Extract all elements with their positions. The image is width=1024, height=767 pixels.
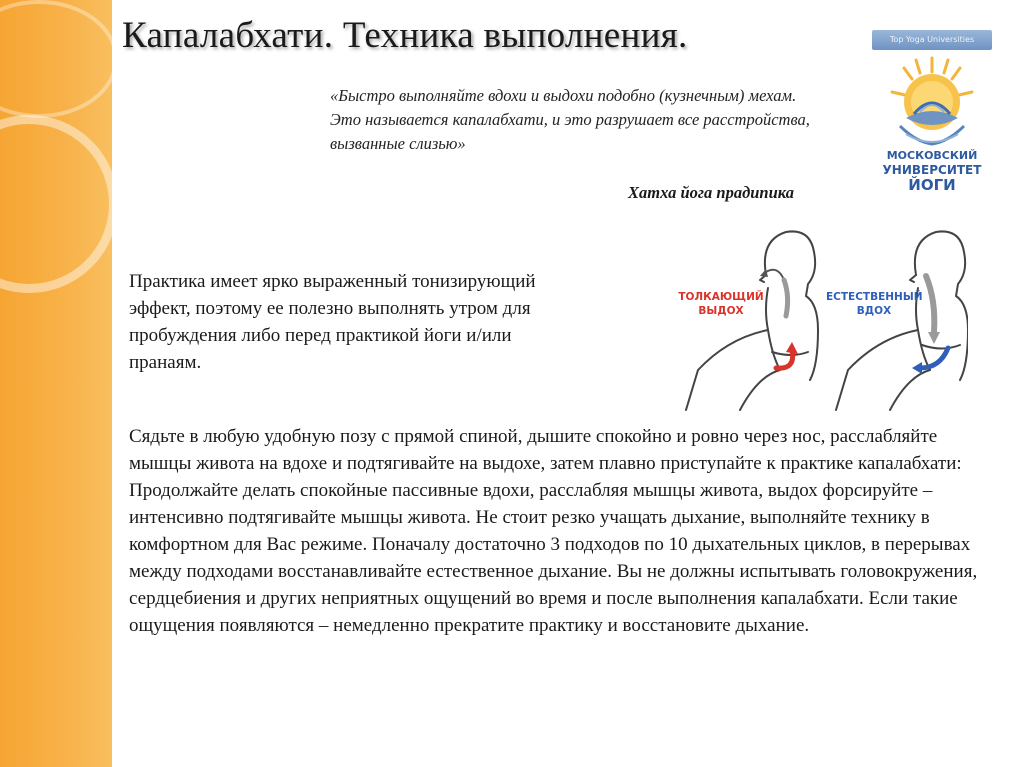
logo-line: МОСКОВСКИЙ (886, 149, 978, 162)
sun-lotus-icon (886, 52, 978, 148)
logo-line: ЙОГИ (908, 176, 956, 194)
logo-ribbon: Top Yoga Universities (872, 30, 992, 50)
decorative-ring (0, 115, 112, 293)
label-forced-exhale (676, 290, 766, 318)
label-line: ВЫДОХ (698, 305, 744, 317)
label-natural-inhale (826, 290, 922, 318)
label-line: ВДОХ (856, 305, 892, 317)
logo-line: УНИВЕРСИТЕТ (882, 163, 982, 177)
quote-text: «Быстро выполняйте вдохи и выдохи подобно (кузнечным) мехам. Это называется капалабхати, и это разрушает все расстройства, вызванные слизью» (330, 86, 810, 153)
instruction-paragraph: Сядьте в любую удобную позу с прямой спиной, дышите спокойно и ровно через нос, расслабляйте мышцы живота на вдохе и подтягивайте на выдохе, затем плавно приступайте к практике капалабхати: (129, 426, 962, 474)
decorative-sidebar (0, 0, 112, 767)
decorative-ring (0, 0, 112, 118)
instruction-paragraph: Продолжайте делать спокойные пассивные вдохи, расслабляя мышцы живота, выдох форсируйте – интенсивно подтягивайте мышцы живота. Не стоит резко учащать дыхание, выполняйте технику в комфортном для Вас режиме. Поначалу достаточно 3 подходов по 10 дыхательных циклов, в перерывах между подходами восстанавливайте естественное дыхание. Вы не должны испытывать головокружения, сердцебиения и других неприятных ощущений во время и после выполнения капалабхати. Если такие ощущения появляются – немедленно прекратите практику и восстановите дыхание. (129, 480, 978, 636)
quote-source: Хатха йога прадипика (628, 183, 794, 202)
university-logo (868, 28, 996, 196)
label-line: ТОЛКАЮЩИЙ (678, 291, 764, 303)
label-line: ЕСТЕСТВЕННЫЙ (826, 291, 923, 303)
breathing-illustration (668, 220, 968, 415)
university-name (868, 148, 996, 193)
intro-text: Практика имеет ярко выраженный тонизирующий эффект, поэтому ее полезно выполнять утром для пробуждения либо перед практикой йоги и/или пранаям. (129, 271, 536, 373)
instructions (129, 423, 989, 639)
slide-title: Капалабхати. Техника выполнения. (122, 15, 688, 56)
